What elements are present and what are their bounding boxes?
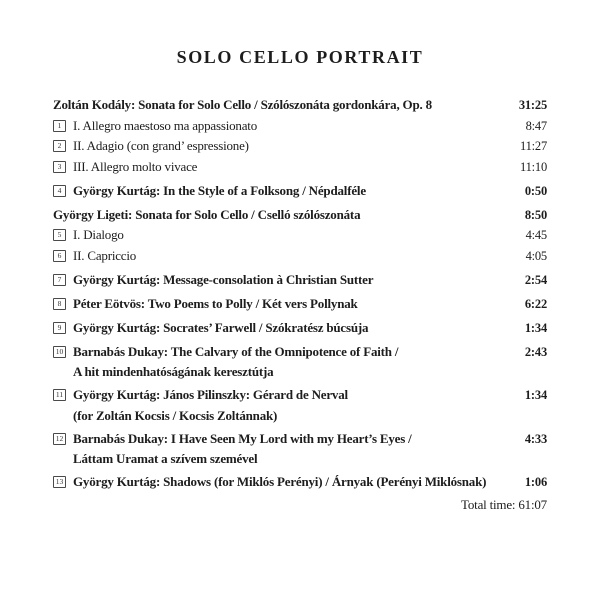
track-title: György Ligeti: Sonata for Solo Cello / Cselló szólószonáta (53, 206, 361, 222)
album-title: SOLO CELLO PORTRAIT (176, 47, 424, 67)
track-row (53, 270, 547, 291)
track-number-badge: 3 (53, 161, 66, 173)
track-content (73, 429, 547, 469)
track-row (53, 472, 547, 493)
track-title: György Kurtág: János Pilinszky: Gérard de Nerval (73, 387, 348, 402)
track-number-badge: 11 (53, 389, 66, 401)
track-number-badge: 5 (53, 229, 66, 241)
track-row (53, 294, 547, 315)
track-title: Barnabás Dukay: The Calvary of the Omnipotence of Faith / (73, 343, 399, 359)
track-row (53, 157, 547, 178)
track-title: II. Adagio (con grand’ espressione) (73, 138, 249, 153)
track-title-line2: (for Zoltán Kocsis / Kocsis Zoltánnak) (73, 407, 278, 423)
track-content (73, 136, 547, 157)
track-line1 (73, 116, 547, 137)
track-line1 (73, 157, 547, 178)
track-line1 (73, 136, 547, 157)
track-duration: 6:22 (524, 296, 547, 311)
track-line1 (73, 385, 547, 406)
track-content (73, 294, 547, 315)
track-content (73, 270, 547, 291)
track-title: Péter Eötvös: Two Poems to Polly / Két vers Pollynak (73, 295, 358, 311)
track-content (73, 116, 547, 137)
track-duration: 8:50 (524, 207, 547, 222)
track-number-badge: 4 (53, 185, 66, 197)
track-title: III. Allegro molto vivace (73, 158, 198, 174)
track-line1 (73, 225, 547, 246)
track-content (73, 472, 547, 493)
track-content (73, 157, 547, 178)
track-duration: 0:50 (524, 183, 547, 198)
track-row (53, 205, 547, 226)
track-number-badge: 12 (53, 433, 66, 445)
track-content (73, 246, 547, 267)
track-title-line2: Láttam Uramat a szívem szemével (73, 451, 258, 466)
track-title: György Kurtág: Shadows (for Miklós Perényi) / Árnyak (Perényi Miklósnak) (73, 474, 487, 489)
track-number-badge: 8 (53, 298, 66, 310)
track-row (53, 246, 547, 267)
track-title: Zoltán Kodály: Sonata for Solo Cello / Szólószonáta gordonkára, Op. 8 (53, 97, 432, 112)
track-row (53, 342, 547, 382)
track-list (53, 95, 547, 514)
track-content (73, 318, 547, 339)
track-content (53, 95, 547, 116)
track-title: György Kurtág: Socrates’ Farwell / Szókratész búcsúja (73, 319, 369, 335)
track-duration: 2:43 (524, 344, 547, 359)
track-title: György Kurtág: Message-consolation à Christian Sutter (73, 271, 374, 287)
track-title: György Kurtág: In the Style of a Folksong / Népdalféle (73, 182, 366, 198)
track-line1 (73, 294, 547, 315)
track-duration: 31:25 (518, 98, 547, 112)
track-line1 (73, 429, 547, 450)
track-content (53, 205, 547, 226)
track-duration: 1:34 (524, 320, 547, 335)
track-row (53, 136, 547, 157)
track-line1 (73, 246, 547, 267)
track-row (53, 95, 547, 116)
track-duration: 4:33 (524, 431, 547, 446)
track-number-badge: 7 (53, 274, 66, 286)
track-row (53, 429, 547, 469)
track-line1 (73, 472, 547, 493)
track-title: I. Allegro maestoso ma appassionato (73, 117, 257, 133)
track-duration: 1:34 (524, 388, 547, 402)
track-line1 (53, 95, 547, 116)
track-title: I. Dialogo (73, 227, 124, 242)
track-row (53, 116, 547, 137)
track-number-badge: 1 (53, 120, 66, 132)
track-title: Barnabás Dukay: I Have Seen My Lord with my Heart’s Eyes / (73, 430, 412, 446)
total-time: Total time: 61:07 (461, 496, 547, 512)
track-duration: 11:27 (519, 139, 547, 153)
track-content (73, 385, 547, 425)
track-number-badge: 2 (53, 140, 66, 152)
track-content (73, 225, 547, 246)
track-line1 (73, 318, 547, 339)
track-line1 (73, 342, 547, 363)
track-line1 (53, 205, 547, 226)
track-row (53, 318, 547, 339)
track-duration: 2:54 (524, 272, 547, 287)
track-number-badge: 10 (53, 346, 66, 358)
track-content (73, 181, 547, 202)
track-row (53, 225, 547, 246)
track-number-badge: 13 (53, 476, 66, 488)
track-title: II. Capriccio (73, 247, 137, 263)
track-line1 (73, 181, 547, 202)
track-row (53, 181, 547, 202)
track-duration: 8:47 (525, 118, 547, 133)
track-content (73, 342, 547, 382)
track-number-badge: 9 (53, 322, 66, 334)
track-number-badge: 6 (53, 250, 66, 262)
track-duration: 1:06 (524, 475, 547, 489)
track-duration: 11:10 (519, 159, 547, 174)
track-line1 (73, 270, 547, 291)
track-title-line2: A hit mindenhatóságának keresztútja (73, 364, 274, 379)
track-duration: 4:45 (525, 228, 547, 242)
track-row (53, 385, 547, 425)
track-duration: 4:05 (525, 248, 547, 263)
